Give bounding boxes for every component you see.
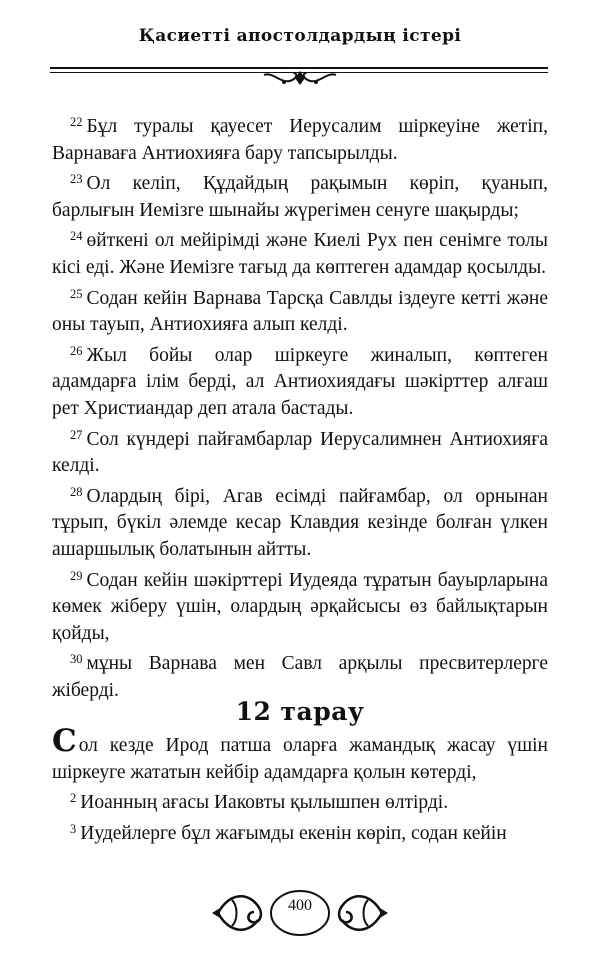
verse-number: 24 [70, 229, 83, 244]
verse-number: 26 [70, 343, 83, 358]
chapter-verses-block [52, 723, 548, 851]
verse-text: Ол келіп, Құдайдың рақымын көріп, қуанып, барлығын Иемізге шынайы жүрегімен сенуге шақырды; [52, 173, 548, 221]
verse-26 [52, 343, 548, 423]
verse-text: Содан кейін Варнава Тарсқа Савлды іздеуге кетті және оны тауып, Антиохияға алып келді. [52, 287, 548, 336]
verse-number: 22 [70, 115, 83, 129]
verse-number: 25 [70, 286, 83, 301]
verse-number: 3 [70, 821, 77, 836]
verse-number: 27 [70, 427, 83, 442]
verses-block [52, 114, 548, 708]
verse-24 [52, 228, 548, 281]
header-ornament-icon [260, 67, 340, 91]
verse-number: 30 [70, 652, 83, 667]
drop-cap: С [52, 723, 77, 759]
verse-text: Иудейлерге бұл жағымды екенін көріп, содан кейін [80, 822, 507, 844]
chapter-verse-2 [52, 790, 548, 817]
chapter-heading: 12 тарау [235, 697, 365, 726]
running-header: Қасиетті апостолдардың істері [138, 26, 462, 46]
verse-27 [52, 427, 548, 480]
verse-number: 28 [70, 484, 83, 499]
verse-number: 2 [70, 791, 77, 806]
verse-text: Жыл бойы олар шіркеуге жиналып, көптеген адамдарға ілім берді, ал Антиохиядағы шәкірттер алғаш рет Христиандар деп атала бастады. [52, 344, 548, 419]
verse-text: ол кезде Ирод патша оларға жамандық жасау үшін шіркеуге жататын кейбір адамдарға қолын көтерді, [52, 735, 548, 783]
verse-22 [52, 114, 548, 167]
verse-text: Сол күндері пайғамбарлар Иерусалимнен Антиохияға келді. [52, 428, 548, 477]
verse-25 [52, 286, 548, 339]
verse-text: Бұл туралы қауесет Иерусалим шіркеуіне жетіп, Варнаваға Антиохияға бару тапсырылды. [52, 116, 548, 164]
verse-29 [52, 568, 548, 648]
verse-text: Олардың бірі, Агав есімді пайғамбар, ол орнынан тұрып, бүкіл әлемде кесар Клавдия кезінде болған үлкен ашаршылық болатынын айтты. [52, 485, 548, 560]
page-number: 400 [288, 897, 312, 914]
verse-text: өйткені ол мейірімді және Киелі Рух пен сенімге толы кісі еді. Және Иемізге тағыд да көптеген адамдар қосылды. [52, 230, 548, 278]
verse-28 [52, 484, 548, 564]
verse-23 [52, 171, 548, 224]
verse-number: 23 [70, 172, 83, 187]
verse-text: мұны Варнава мен Савл арқылы пресвитерлерге жіберді. [52, 653, 548, 701]
chapter-verse-3 [52, 821, 548, 848]
verse-text: Содан кейін шәкірттері Иудеяда тұратын бауырларына көмек жіберу үшін, олардың әрқайсысы өз байлықтарын қойды, [52, 569, 548, 644]
verse-number: 29 [70, 568, 83, 583]
verse-text: Иоанның ағасы Иаковты қылышпен өлтірді. [80, 792, 449, 814]
chapter-verse-1 [52, 723, 548, 786]
